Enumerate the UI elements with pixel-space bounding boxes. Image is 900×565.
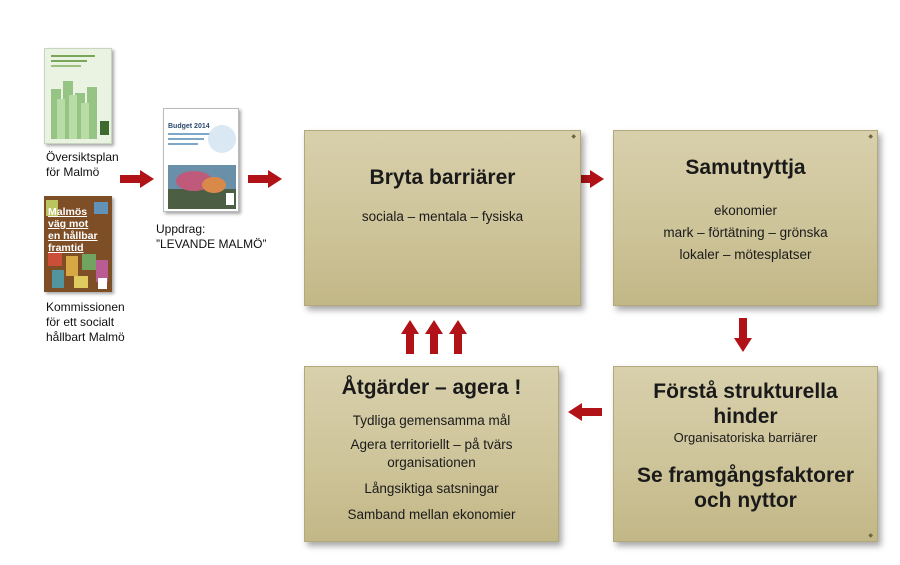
caption-line: för ett socialt <box>46 315 115 329</box>
caption-line: Översiktsplan <box>46 150 119 164</box>
arrow-up-icon <box>425 320 443 354</box>
box-line: Tydliga gemensamma mål <box>352 413 511 428</box>
caption-line: hållbart Malmö <box>46 330 125 344</box>
box-line: mark – förtätning – grönska <box>663 225 828 240</box>
box-line: Samband mellan ekonomier <box>347 507 516 522</box>
box-bryta-barriarer <box>304 130 581 306</box>
corner-mark-icon: ◆ <box>868 533 873 539</box>
box-title: Se framgångsfaktorer <box>636 464 855 487</box>
cover-text-line: en hållbar <box>48 230 98 242</box>
box-subtitle: Organisatoriska barriärer <box>673 430 818 445</box>
corner-mark-icon: ◆ <box>868 134 873 140</box>
oversiktsplan-cover-art <box>45 49 112 144</box>
box-line: lokaler – mötesplatser <box>679 247 812 262</box>
box-line: ekonomier <box>713 203 778 218</box>
arrow-right-icon <box>248 170 282 188</box>
box-forsta-hinder <box>613 366 878 542</box>
box-title: och nyttor <box>694 489 797 512</box>
kommission-caption <box>46 300 125 345</box>
box-title: Åtgärder – agera ! <box>341 376 522 399</box>
box-samutnyttja <box>613 130 878 306</box>
cover-text-line: framtid <box>48 242 84 254</box>
kommission-cover <box>44 196 112 292</box>
kommission-cover-title <box>48 206 98 254</box>
arrow-left-icon <box>568 403 602 421</box>
box-title: Samutnyttja <box>685 156 806 179</box>
box-line: sociala – mentala – fysiska <box>361 209 524 224</box>
arrow-right-icon <box>120 170 154 188</box>
budget-cover-title: Budget 2014 <box>168 123 210 130</box>
oversiktsplan-caption <box>46 150 119 180</box>
box-title: Bryta barriärer <box>369 166 516 189</box>
box-line: organisationen <box>387 455 476 470</box>
arrow-up-icon <box>401 320 419 354</box>
box-line: Långsiktiga satsningar <box>364 481 499 496</box>
cover-text-line: väg mot <box>48 218 89 230</box>
caption-line: Uppdrag: <box>156 222 206 236</box>
caption-line: Kommissionen <box>46 300 125 314</box>
cover-text-line: Malmös <box>48 206 88 218</box>
budget-cover <box>163 108 239 212</box>
box-atgarder <box>304 366 559 542</box>
caption-line: ”LEVANDE MALMÖ” <box>156 237 267 251</box>
box-line: Agera territoriellt – på tvärs <box>350 437 513 452</box>
budget-caption <box>156 222 266 252</box>
box-title: Förstå strukturella <box>653 380 838 403</box>
oversiktsplan-cover <box>44 48 112 144</box>
corner-mark-icon: ◆ <box>571 134 576 140</box>
arrow-down-icon <box>734 318 752 352</box>
budget-cover-art <box>164 109 239 212</box>
arrow-up-icon <box>449 320 467 354</box>
box-title: hinder <box>713 405 778 428</box>
caption-line: för Malmö <box>46 165 100 179</box>
